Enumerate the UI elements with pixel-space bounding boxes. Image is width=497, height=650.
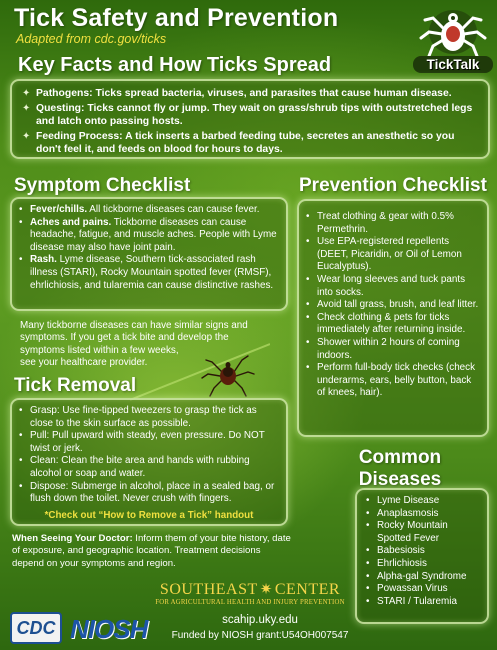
symptom-checklist-box bbox=[10, 197, 288, 311]
symptom-note-line: see your healthcare provider. bbox=[20, 357, 148, 369]
list-item-text: Ehrlichiosis bbox=[377, 557, 427, 569]
doctor-note-lead: When Seeing Your Doctor: bbox=[12, 533, 133, 544]
list-item bbox=[18, 405, 280, 430]
list-item bbox=[365, 596, 483, 609]
list-item bbox=[18, 204, 280, 217]
symptom-lead: Fever/chills. bbox=[30, 204, 88, 215]
bullet-icon: • bbox=[306, 236, 310, 248]
bullet-icon: • bbox=[306, 311, 310, 323]
list-item-text: Check clothing & pets for ticks immediately after returning inside. bbox=[317, 311, 466, 336]
list-item bbox=[305, 337, 481, 362]
common-diseases-heading-line: Diseases bbox=[358, 469, 442, 490]
list-item bbox=[22, 87, 478, 101]
list-item-text: Rocky Mountain Spotted Fever bbox=[377, 520, 448, 544]
footer-url[interactable]: scahip.uky.edu bbox=[222, 614, 298, 626]
key-facts-box bbox=[10, 79, 490, 159]
page-title: Tick Safety and Prevention bbox=[14, 4, 339, 32]
list-item bbox=[365, 583, 483, 596]
symptom-text: Tickborne diseases can cause headache, fatigue, and muscle aches. People with Lyme disease may also have joint pain. bbox=[30, 216, 277, 253]
list-item-text: Lyme Disease bbox=[377, 495, 440, 506]
list-item-text: Shower within 2 hours of coming indoors. bbox=[317, 336, 460, 361]
list-item bbox=[365, 520, 483, 545]
bullet-icon: • bbox=[19, 430, 23, 442]
list-item bbox=[305, 362, 481, 400]
center-tagline: FOR AGRICULTURAL HEALTH AND INJURY PREVENTION bbox=[155, 599, 345, 606]
symptom-checklist-heading: Symptom Checklist bbox=[14, 175, 191, 196]
bullet-icon: • bbox=[306, 211, 310, 222]
list-item-text: Pull: Pull upward with steady, even pressure. Do NOT twist or jerk. bbox=[30, 430, 265, 454]
list-item bbox=[305, 236, 481, 274]
bullet-icon: • bbox=[366, 570, 370, 582]
prevention-list bbox=[305, 211, 481, 400]
list-item-text: Use EPA-registered repellents (DEET, Picaridin, or Oil of Lemon Eucalyptus). bbox=[317, 236, 462, 273]
symptom-note-line: symptoms listed within a few weeks, bbox=[20, 344, 179, 356]
tick-logo-icon bbox=[413, 4, 493, 60]
list-item bbox=[305, 274, 481, 299]
bullet-icon: • bbox=[366, 495, 370, 506]
sparkle-icon: ✦ bbox=[22, 88, 31, 99]
list-item-text: Clean: Clean the bite area and hands with rubbing alcohol or soap and water. bbox=[30, 455, 250, 479]
list-item bbox=[305, 299, 481, 312]
doctor-note bbox=[12, 533, 294, 570]
removal-list bbox=[18, 405, 280, 506]
list-item-text: Grasp: Use fine-tipped tweezers to grasp the tick as close to the skin surface as possible. bbox=[30, 405, 257, 429]
bullet-icon: • bbox=[306, 336, 310, 348]
starburst-icon: ✷ bbox=[259, 582, 273, 598]
bullet-icon: • bbox=[19, 216, 23, 228]
bullet-icon: • bbox=[366, 583, 370, 595]
list-item bbox=[18, 481, 280, 506]
list-item bbox=[18, 254, 280, 292]
symptom-lead: Aches and pains. bbox=[30, 216, 112, 228]
key-facts-heading: Key Facts and How Ticks Spread bbox=[18, 54, 332, 76]
list-item-text: STARI / Tularemia bbox=[377, 595, 457, 607]
bullet-icon: • bbox=[19, 254, 23, 266]
tick-on-grass-image bbox=[130, 342, 270, 402]
list-item bbox=[365, 508, 483, 521]
list-item-text: Perform full-body tick checks (check underarms, ears, belly button, back of knees, hair). bbox=[317, 362, 476, 399]
bullet-icon: • bbox=[306, 362, 310, 374]
list-item-text: Alpha-gal Syndrome bbox=[377, 570, 467, 582]
tick-removal-heading: Tick Removal bbox=[14, 375, 137, 396]
southeast-center-name bbox=[150, 580, 350, 599]
doctor-note-text: Inform them of your bite history, date of exposure, and geographic location. Treatment decisions depend on your symptoms and region. bbox=[12, 533, 291, 569]
bullet-icon: • bbox=[366, 557, 370, 569]
common-diseases-box bbox=[355, 488, 489, 624]
center-name-right: CENTER bbox=[274, 581, 341, 598]
sparkle-icon: ✦ bbox=[22, 102, 31, 114]
bullet-icon: • bbox=[306, 299, 310, 311]
diseases-list bbox=[365, 495, 483, 608]
common-diseases-heading-line: Common bbox=[358, 447, 442, 468]
list-item bbox=[365, 545, 483, 558]
bullet-icon: • bbox=[19, 455, 23, 467]
niosh-logo: NIOSH bbox=[70, 614, 148, 644]
list-item-text: Treat clothing & gear with 0.5% Permethrin. bbox=[317, 211, 454, 235]
bullet-icon: • bbox=[366, 545, 370, 557]
center-name-left: SOUTHEAST bbox=[159, 581, 258, 598]
list-item bbox=[365, 571, 483, 584]
bullet-icon: • bbox=[19, 405, 23, 416]
symptom-note-line: Many tickborne diseases can have similar signs and bbox=[20, 320, 248, 331]
list-item-text: Babesiosis bbox=[377, 545, 425, 557]
list-item-text: Wear long sleeves and tuck pants into socks. bbox=[317, 273, 466, 298]
bullet-icon: • bbox=[19, 480, 23, 492]
list-item bbox=[365, 495, 483, 508]
list-item-text: Powassan Virus bbox=[377, 583, 448, 595]
list-item-text: Feeding Process: A tick inserts a barbed feeding tube, secretes an anesthetic so you don't feel it, and feeds on blood for hours to days. bbox=[36, 130, 455, 155]
symptom-text: All tickborne diseases can cause fever. bbox=[87, 204, 260, 215]
list-item bbox=[18, 430, 280, 455]
list-item-text: Anaplasmosis bbox=[377, 507, 439, 519]
prevention-checklist-heading: Prevention Checklist bbox=[299, 175, 487, 196]
ticktalk-logo-text: TickTalk bbox=[413, 56, 493, 73]
list-item-text: Pathogens: Ticks spread bacteria, viruses, and parasites that cause human disease. bbox=[36, 88, 452, 99]
handout-link[interactable]: *Check out “How to Remove a Tick” handout bbox=[44, 509, 254, 521]
page-subtitle: Adapted from cdc.gov/ticks bbox=[16, 32, 167, 46]
bullet-icon: • bbox=[19, 204, 23, 215]
symptom-lead: Rash. bbox=[30, 254, 57, 266]
list-item bbox=[305, 312, 481, 337]
symptom-text: Lyme disease, Southern tick-associated rash illness (STARI), Rocky Mountain spotted fever (RMSF), ehrlichiosis, and tularemia can cause distinctive rashes. bbox=[30, 254, 274, 291]
prevention-checklist-box bbox=[297, 199, 489, 437]
bullet-icon: • bbox=[366, 595, 370, 607]
common-diseases-heading bbox=[340, 447, 460, 491]
cdc-logo: CDC bbox=[10, 612, 62, 644]
footer-funding: Funded by NIOSH grant:U54OH007547 bbox=[171, 630, 349, 641]
list-item-text: Avoid tall grass, brush, and leaf litter. bbox=[317, 299, 479, 311]
key-facts-list bbox=[22, 87, 478, 157]
list-item bbox=[22, 102, 478, 129]
bullet-icon: • bbox=[306, 273, 310, 285]
bullet-icon: • bbox=[366, 520, 370, 532]
list-item bbox=[22, 130, 478, 157]
southeast-center-logo bbox=[150, 580, 350, 606]
list-item bbox=[305, 211, 481, 236]
list-item-text: Dispose: Submerge in alcohol, place in a sealed bag, or flush down the toilet. Never crush with fingers. bbox=[30, 480, 275, 505]
sparkle-icon: ✦ bbox=[22, 130, 31, 142]
list-item bbox=[365, 558, 483, 571]
list-item-text: Questing: Ticks cannot fly or jump. They wait on grass/shrub tips with outstretched legs and latch onto passing hosts. bbox=[36, 102, 473, 127]
bullet-icon: • bbox=[366, 507, 370, 519]
symptom-note-line: symptoms. If you get a tick bite and develop the bbox=[20, 332, 229, 344]
tick-removal-box bbox=[10, 398, 288, 526]
list-item bbox=[18, 217, 280, 255]
ticktalk-logo bbox=[413, 4, 493, 76]
list-item bbox=[18, 455, 280, 480]
symptom-list bbox=[18, 204, 280, 292]
